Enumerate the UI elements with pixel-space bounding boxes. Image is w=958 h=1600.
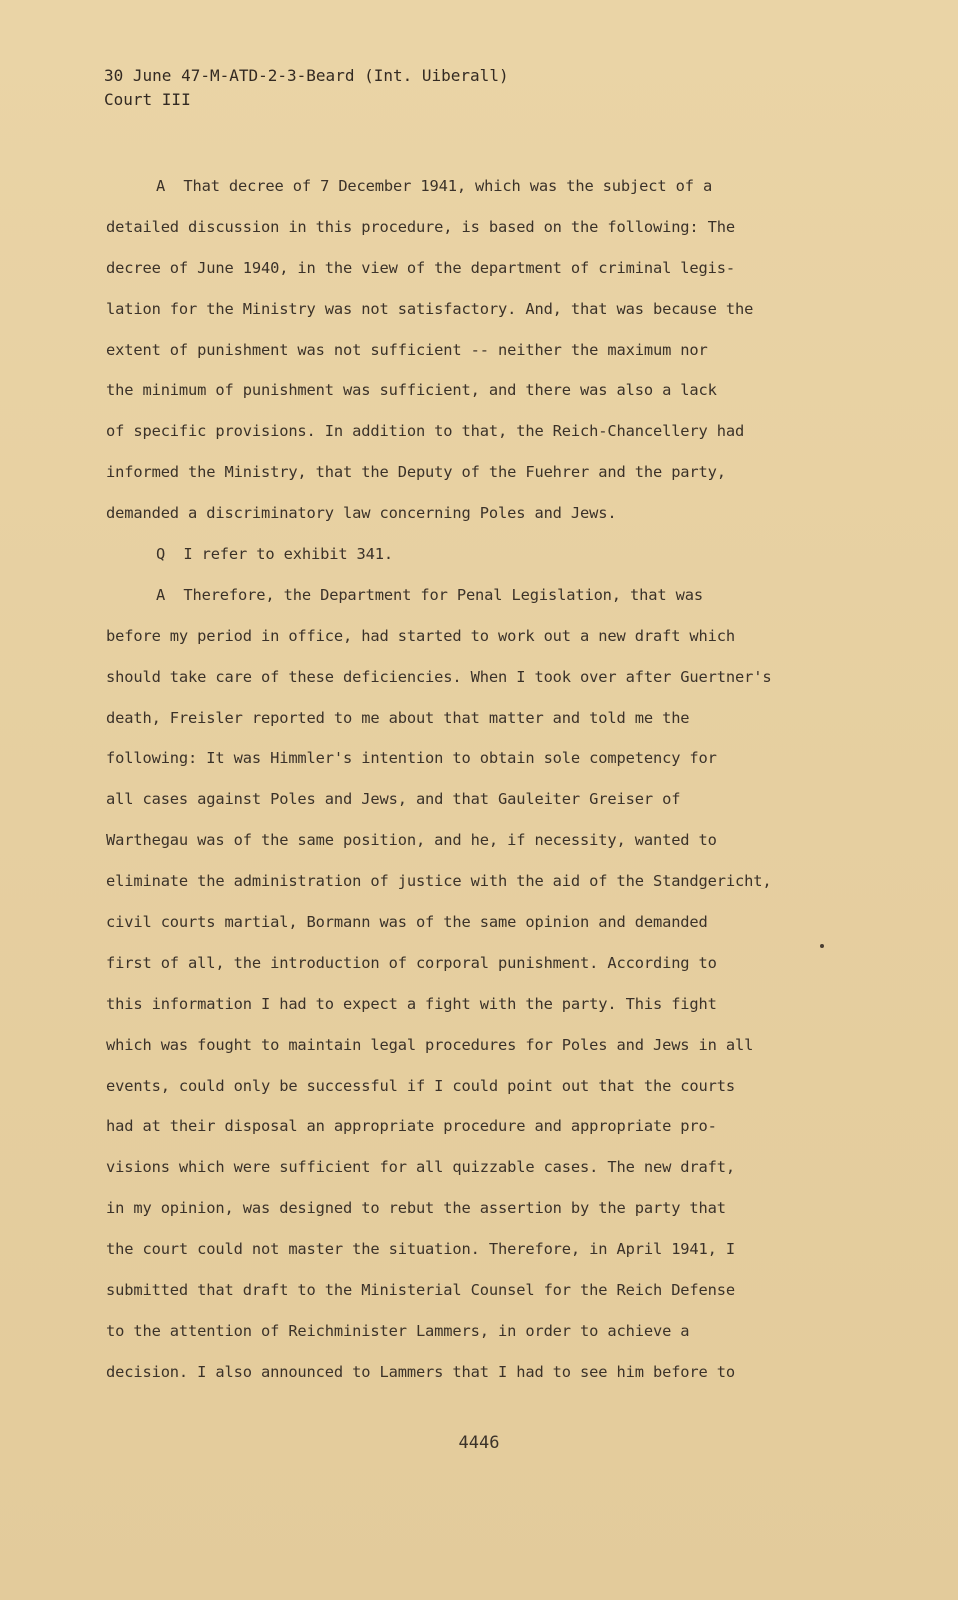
text-line: eliminate the administration of justice with the aid of the Standgericht, xyxy=(106,872,772,891)
text-line: following: It was Himmler's intention to obtain sole competency for xyxy=(106,749,717,768)
document-header xyxy=(104,64,509,112)
text-line: in my opinion, was designed to rebut the assertion by the party that xyxy=(106,1199,726,1218)
text-line: had at their disposal an appropriate procedure and appropriate pro- xyxy=(106,1117,717,1136)
text-line: detailed discussion in this procedure, is based on the following: The xyxy=(106,217,736,236)
text-line: Q I refer to exhibit 341. xyxy=(156,545,394,564)
text-line: decree of June 1940, in the view of the department of criminal legis- xyxy=(106,258,736,277)
text-line: the minimum of punishment was sufficient, and there was also a lack xyxy=(106,381,717,400)
text-line: Warthegau was of the same position, and he, if necessity, wanted to xyxy=(106,831,717,850)
text-line: before my period in office, had started to work out a new draft which xyxy=(106,626,736,645)
ink-speck xyxy=(820,944,824,948)
text-line: to the attention of Reichminister Lammers, in order to achieve a xyxy=(106,1321,690,1340)
text-line: extent of punishment was not sufficient -- neither the maximum nor xyxy=(106,340,708,359)
text-line: events, could only be successful if I could point out that the courts xyxy=(106,1076,736,1095)
text-line: death, Freisler reported to me about that matter and told me the xyxy=(106,708,690,727)
text-line: of specific provisions. In addition to that, the Reich-Chancellery had xyxy=(106,422,745,441)
transcript-body xyxy=(106,166,936,1393)
text-line: first of all, the introduction of corporal punishment. According to xyxy=(106,953,717,972)
text-line: which was fought to maintain legal procedures for Poles and Jews in all xyxy=(106,1035,754,1054)
text-line: the court could not master the situation. Therefore, in April 1941, I xyxy=(106,1240,736,1259)
text-line: visions which were sufficient for all quizzable cases. The new draft, xyxy=(106,1158,736,1177)
header-line-2: Court III xyxy=(104,90,191,109)
text-line: A Therefore, the Department for Penal Legislation, that was xyxy=(156,585,703,604)
text-line: submitted that draft to the Ministerial Counsel for the Reich Defense xyxy=(106,1281,736,1300)
text-line: informed the Ministry, that the Deputy of the Fuehrer and the party, xyxy=(106,463,726,482)
header-line-1: 30 June 47-M-ATD-2-3-Beard (Int. Uiberall) xyxy=(104,66,509,85)
text-line: all cases against Poles and Jews, and that Gauleiter Greiser of xyxy=(106,790,681,809)
text-line: lation for the Ministry was not satisfactory. And, that was because the xyxy=(106,299,754,318)
text-line: civil courts martial, Bormann was of the same opinion and demanded xyxy=(106,913,708,932)
text-line: demanded a discriminatory law concerning Poles and Jews. xyxy=(106,504,617,523)
text-line: should take care of these deficiencies. When I took over after Guertner's xyxy=(106,667,772,686)
text-line: A That decree of 7 December 1941, which was the subject of a xyxy=(156,177,713,195)
page-number: 4446 xyxy=(458,1433,500,1453)
text-line: this information I had to expect a fight with the party. This fight xyxy=(106,994,717,1013)
text-line: decision. I also announced to Lammers that I had to see him before to xyxy=(106,1362,736,1381)
